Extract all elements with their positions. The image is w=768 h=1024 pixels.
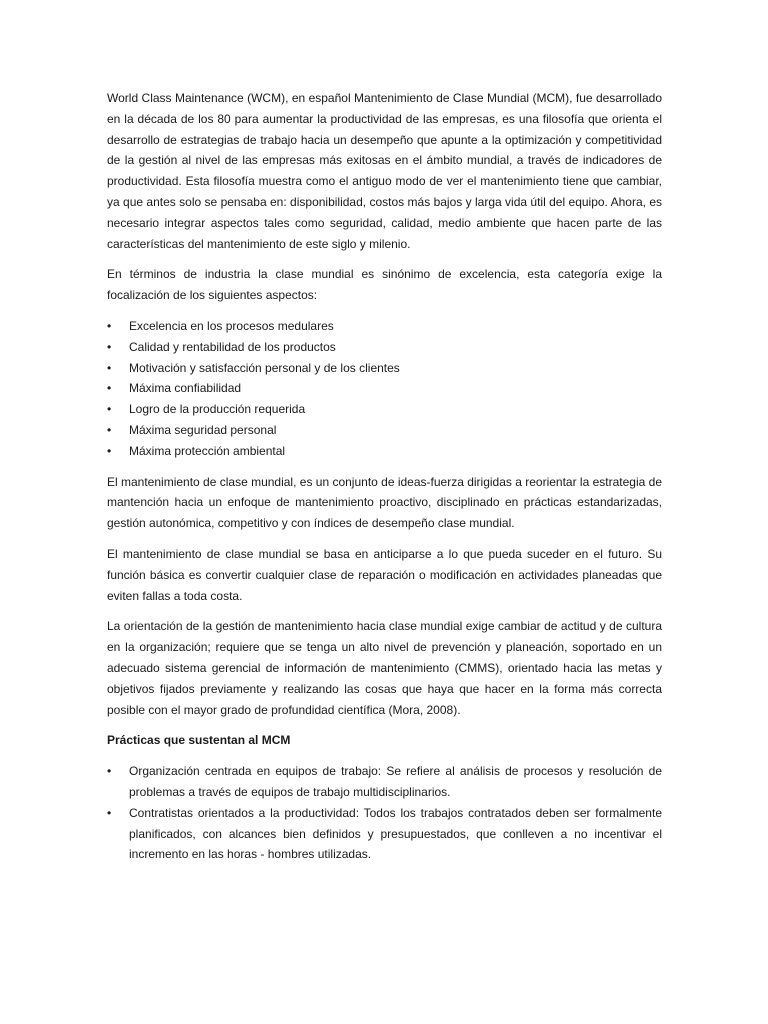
paragraph-definition: El mantenimiento de clase mundial, es un conjunto de ideas-fuerza dirigidas a reorientar la estrategia de mantención hacia un enfoque de mantenimiento proactivo, disciplinado en prácticas estandarizadas, gestión autonómica, competitivo y con índices de desempeño clase mundial. bbox=[107, 474, 662, 531]
list-item bbox=[107, 316, 662, 337]
paragraph-orientation: La orientación de la gestión de mantenimiento hacia clase mundial exige cambiar de actitud y de cultura en la organización; requiere que se tenga un alto nivel de prevención y planeación, soportado en un adecuado sistema gerencial de información de mantenimiento (CMMS), orientado hacia las metas y objetivos fijados previamente y realizando las cosas que haya que hacer en la forma más correcta posible con el mayor grado de profundidad científica (Mora, 2008). bbox=[107, 619, 662, 717]
list-item-text: Máxima seguridad personal bbox=[129, 422, 277, 437]
list-item bbox=[107, 337, 662, 358]
practices-list bbox=[107, 761, 662, 865]
paragraph-anticipation: El mantenimiento de clase mundial se basa en anticiparse a lo que pueda suceder en el futuro. Su función básica es convertir cualquier clase de reparación o modificación en actividades planeadas que eviten fallas a toda costa. bbox=[107, 546, 662, 603]
bullet-icon: • bbox=[107, 360, 112, 375]
aspects-list bbox=[107, 316, 662, 462]
list-item bbox=[107, 803, 662, 865]
bullet-icon: • bbox=[107, 422, 112, 437]
list-item-text: Motivación y satisfacción personal y de los clientes bbox=[129, 360, 400, 375]
list-item bbox=[107, 378, 662, 399]
bullet-icon: • bbox=[107, 443, 112, 458]
bullet-icon: • bbox=[107, 318, 112, 333]
list-item-text: Contratistas orientados a la productividad: Todos los trabajos contratados deben ser formalmente planificados, con alcances bien definidos y presupuestados, que conlleven a no incentivar el incremento en las horas - hombres utilizadas. bbox=[129, 805, 662, 862]
section-heading: Prácticas que sustentan al MCM bbox=[107, 733, 291, 748]
bullet-icon: • bbox=[107, 402, 112, 417]
list-item-text: Máxima protección ambiental bbox=[129, 443, 286, 458]
bullet-icon: • bbox=[107, 764, 112, 779]
list-item bbox=[107, 399, 662, 420]
list-item bbox=[107, 420, 662, 441]
list-item-text: Organización centrada en equipos de trabajo: Se refiere al análisis de procesos y resolución de problemas a través de equipos de trabajo multidisciplinarios. bbox=[129, 764, 662, 799]
list-item bbox=[107, 441, 662, 462]
list-item-text: Máxima confiabilidad bbox=[129, 381, 242, 396]
bullet-icon: • bbox=[107, 339, 112, 354]
list-item bbox=[107, 761, 662, 803]
document-page bbox=[107, 88, 662, 875]
paragraph-industry: En términos de industria la clase mundial es sinónimo de excelencia, esta categoría exige la focalización de los siguientes aspectos: bbox=[107, 267, 662, 303]
list-item bbox=[107, 358, 662, 379]
list-item-text: Calidad y rentabilidad de los productos bbox=[129, 339, 336, 354]
list-item-text: Logro de la producción requerida bbox=[129, 402, 306, 417]
list-item-text: Excelencia en los procesos medulares bbox=[129, 318, 334, 333]
paragraph-intro: World Class Maintenance (WCM), en español Mantenimiento de Clase Mundial (MCM), fue desarrollado en la década de los 80 para aumentar la productividad de las empresas, es una filosofía que orienta el desarrollo de estrategias de trabajo hacia un desempeño que apunte a la optimización y competitividad de la gestión al nivel de las empresas más exitosas en el ámbito mundial, a través de indicadores de productividad. Esta filosofía muestra como el antiguo modo de ver el mantenimiento tiene que cambiar, ya que antes solo se pensaba en: disponibilidad, costos más bajos y larga vida útil del equipo. Ahora, es necesario integrar aspectos tales como seguridad, calidad, medio ambiente que hacen parte de las características del mantenimiento de este siglo y milenio. bbox=[107, 91, 662, 251]
bullet-icon: • bbox=[107, 381, 112, 396]
bullet-icon: • bbox=[107, 805, 112, 820]
